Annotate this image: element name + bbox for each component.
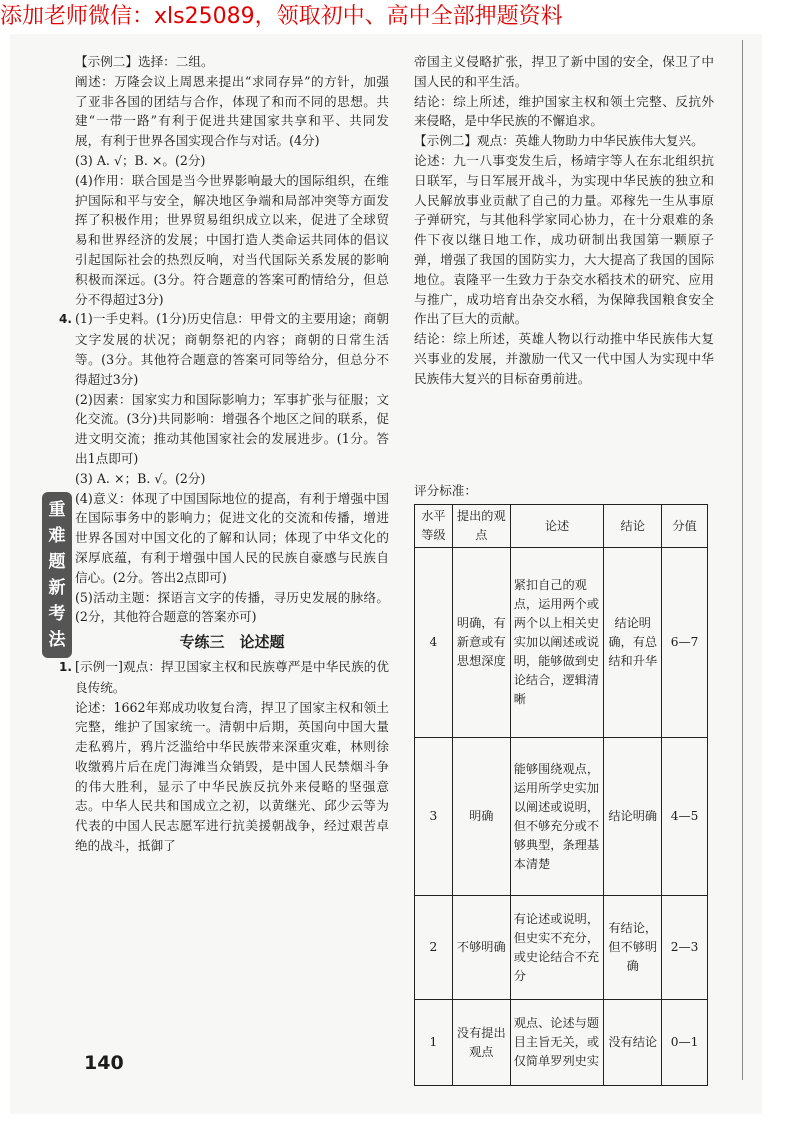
example2-heading: 【示例二】选择：二组。 <box>75 54 214 69</box>
q4-part5: (5)活动主题：探语言文字的传播，寻历史发展的脉络。(2分，其他符合题意的答案亦可) <box>75 589 389 625</box>
argument-cell: 紧扣自己的观点，运用两个或两个以上相关史实加以阐述或说明，能够做到史论结合，逻辑清晰 <box>510 548 604 738</box>
conclusion-1: 结论：综上所述，维护国家主权和领土完整、反抗外来侵略，是中华民族的不懈追求。 <box>414 93 714 129</box>
left-column <box>59 52 389 856</box>
side-tab <box>42 492 72 658</box>
view-cell: 没有提出观点 <box>452 1000 510 1086</box>
table-row <box>415 738 708 896</box>
view-cell: 明确 <box>452 738 510 896</box>
example2-body: 论述：九一八事变发生后，杨靖宇等人在东北组织抗日联军，与日军展开战斗，为实现中华民族的独立和人民解放事业贡献了自己的力量。邓稼先一生从事原子弹研究，与其他科学家同心协力，在十分艰难的条件下夜以继日地工作，成功研制出我国第一颗原子弹，增强了我国的国防实力，大大提高了我国的国际地位。袁隆平一生致力于杂交水稻技术的研究、应用与推广，成功培育出杂交水稻，为保障我国粮食安全作出了巨大的贡献。 <box>414 152 714 327</box>
side-tab-char: 新 <box>48 578 66 598</box>
q4-part4: (4)意义：体现了中国国际地位的提高，有利于增强中国在国际事务中的影响力；促进文化的交流和传播，增进世界各国对中国文化的了解和认同；体现了中华文化的深厚底蕴，有利于增强中国人民的民族自豪感与民族自信心。(2分。答出2点即可) <box>75 490 389 585</box>
table-header: 论述 <box>510 505 604 548</box>
score-cell: 0—1 <box>662 1000 708 1086</box>
score-cell: 6—7 <box>662 548 708 738</box>
level-cell: 3 <box>415 738 453 896</box>
q1-heading-text: [示例一]观点：捍卫国家主权和民族尊严是中华民族的优良传统。 <box>75 658 389 695</box>
right-column <box>414 52 714 389</box>
question-number: 4. <box>59 312 72 327</box>
level-cell: 4 <box>415 548 453 738</box>
page-edge-line <box>742 40 743 1080</box>
level-cell: 1 <box>415 1000 453 1086</box>
page-number: 140 <box>84 1052 124 1074</box>
q3-part3: (3) A. √；B. ×。(2分) <box>75 152 206 168</box>
q4-part3: (3) A. ×；B. √。(2分) <box>75 470 206 486</box>
view-cell: 不够明确 <box>452 896 510 1000</box>
view-cell: 明确，有新意或有思想深度 <box>452 548 510 738</box>
table-header: 分值 <box>662 505 708 548</box>
section-title: 专练三 论述题 <box>179 633 285 652</box>
table-header-row <box>415 505 708 548</box>
q1-body: 论述：1662年郑成功收复台湾，捍卫了国家主权和领土完整，维护了国家统一。清朝中后期，英国向中国大量走私鸦片，鸦片泛滥给中华民族带来深重灾难，林则徐收缴鸦片后在虎门海滩当众销毁，是中国人民禁烟斗争的伟大胜利，显示了中华民族反抗外来侵略的坚强意志。中华人民共和国成立之初，以黄继光、邱少云等为代表的中国人民志愿军进行抗美援朝战争，经过艰苦卓绝的战斗，抵御了 <box>75 699 389 854</box>
continued-text: 帝国主义侵略扩张，捍卫了新中国的安全，保卫了中国人民的和平生活。 <box>414 54 714 89</box>
table-header: 结论 <box>604 505 662 548</box>
table-row <box>415 548 708 738</box>
example2-heading: 【示例二】观点：英雄人物助力中华民族伟大复兴。 <box>414 133 704 149</box>
table-row <box>415 1000 708 1086</box>
conclusion-cell: 结论明确，有总结和升华 <box>604 548 662 738</box>
table-row <box>415 896 708 1000</box>
score-title: 评分标准： <box>414 483 477 498</box>
table-header: 提出的观点 <box>452 505 510 548</box>
argument-cell: 观点、论述与题目主旨无关，或仅简单罗列史实 <box>510 1000 604 1086</box>
q1-heading <box>59 657 389 698</box>
score-cell: 2—3 <box>662 896 708 1000</box>
side-tab-char: 难 <box>48 526 66 546</box>
conclusion-cell: 有结论，但不够明确 <box>604 896 662 1000</box>
side-tab-char: 考 <box>48 604 66 624</box>
level-cell: 2 <box>415 896 453 1000</box>
side-tab-char: 法 <box>48 630 66 650</box>
scoring-table <box>414 504 708 1086</box>
q4-part1 <box>59 309 389 389</box>
promo-banner: 添加老师微信：xls25089，领取初中、高中全部押题资料 <box>0 4 563 29</box>
question-number: 1. <box>59 659 72 674</box>
argument-cell: 有论述或说明，但史实不充分，或史论结合不充分 <box>510 896 604 1000</box>
q4-part1-text: (1)一手史料。(1分)历史信息：甲骨文的主要用途；商朝文字发展的状况；商朝祭祀的内容；商朝的日常生活等。(3分。其他符合题意的答案可同等给分，但总分不得超过3分) <box>75 311 389 387</box>
score-cell: 4—5 <box>662 738 708 896</box>
conclusion-2: 结论：综上所述，英雄人物以行动推中华民族伟大复兴事业的发展，并激励一代又一代中国人为实现中华民族伟大复兴的目标奋勇前进。 <box>414 331 714 386</box>
conclusion-cell: 结论明确 <box>604 738 662 896</box>
side-tab-char: 题 <box>48 552 66 572</box>
q4-part2: (2)因素：国家实力和国际影响力；军事扩张与征服；文化交流。(3分)共同影响：增强各个地区之间的联系，促进文明交流；推动其他国家社会的发展进步。(1分。答出1点即可) <box>75 391 389 466</box>
conclusion-cell: 没有结论 <box>604 1000 662 1086</box>
side-tab-char: 重 <box>48 500 66 520</box>
q3-part4: (4)作用：联合国是当今世界影响最大的国际组织，在维护国际和平与安全，解决地区争端和局部冲突等方面发挥了积极作用；世界贸易组织成立以来，促进了全球贸易和世界经济的发展；中国打造人类命运共同体的倡议引起国际社会的热烈反响，对当代国际关系发展的影响积极而深远。(3分。符合题意的答案可酌情给分，但总分不得超过3分) <box>75 172 389 307</box>
example2-body: 阐述：万隆会议上周恩来提出“求同存异”的方针，加强了亚非各国的团结与合作，体现了和而不同的思想。共建“一带一路”有利于促进共建国家共享和平、共同发展，有利于世界各国实现合作与对话。(4分) <box>75 73 389 149</box>
argument-cell: 能够围绕观点，运用所学史实加以阐述或说明，但不够充分或不够典型，条理基本清楚 <box>510 738 604 896</box>
table-header: 水平等级 <box>415 505 453 548</box>
